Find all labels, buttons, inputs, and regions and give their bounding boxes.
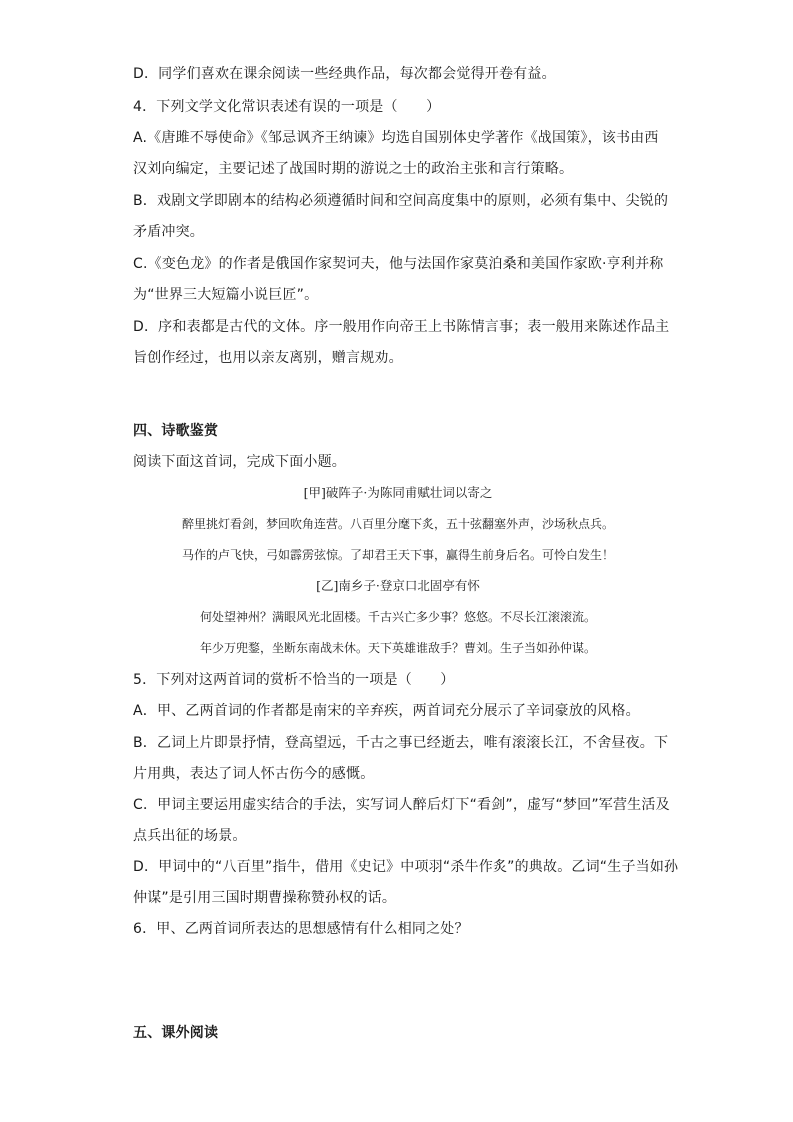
q5-option-b-line1: B．乙词上片即景抒情，登高望远，千古之事已经逝去，唯有滚滚长江，不舍昼夜。下 xyxy=(133,735,669,751)
q4-stem: 4．下列文学文化常识表述有误的一项是（ ） xyxy=(133,99,441,115)
poem-a-line1: 醉里挑灯看剑，梦回吹角连营。八百里分麾下炙，五十弦翻塞外声，沙场秋点兵。 xyxy=(181,517,614,531)
q4-option-b-line1: B．戏剧文学即剧本的结构必须遵循时间和空间高度集中的原则，必须有集中、尖锐的 xyxy=(133,193,669,209)
section4-intro: 阅读下面这首词，完成下面小题。 xyxy=(133,454,346,470)
section5-heading: 五、课外阅读 xyxy=(133,1025,219,1041)
poem-a-line2: 马作的卢飞快，弓如霹雳弦惊。了却君王天下事，赢得生前身后名。可怜白发生！ xyxy=(181,548,614,562)
q4-option-a-line2: 汉刘向编定，主要记述了战国时期的游说之士的政治主张和言行策略。 xyxy=(133,161,574,177)
q4-option-a-line1: A.《唐雎不辱使命》《邹忌讽齐王纳谏》均选自国别体史学著作《战国策》，该书由西 xyxy=(133,130,659,146)
q5-option-c-line1: C．甲词主要运用虚实结合的手法，实写词人醉后灯下“看剑”，虚写“梦回”军营生活及 xyxy=(133,797,670,813)
poem-b-line1: 何处望神州？满眼风光北固楼。千古兴亡多少事？悠悠。不尽长江滚滚流。 xyxy=(199,610,596,624)
q6-stem: 6．甲、乙两首词所表达的思想感情有什么相同之处？ xyxy=(133,921,469,937)
q5-option-d-line2: 仲谋”是引用三国时期曹操称赞孙权的话。 xyxy=(133,890,397,906)
q4-option-c-line2: 为“世界三大短篇小说巨匠”。 xyxy=(133,287,319,303)
poem-a-title: [甲]破阵子·为陈同甫赋壮词以寄之 xyxy=(303,485,493,500)
q4-option-b-line2: 矛盾冲突。 xyxy=(133,224,204,240)
q4-option-c-line1: C.《变色龙》的作者是俄国作家契诃夫，他与法国作家莫泊桑和美国作家欧·亨利并称 xyxy=(133,256,664,272)
poem-b-line2: 年少万兜鍪，坐断东南战未休。天下英雄谁敌手？曹刘。生子当如孙仲谋。 xyxy=(199,641,596,655)
q4-option-d-line1: D．序和表都是古代的文体。序一般用作向帝王上书陈情言事；表一般用来陈述作品主 xyxy=(133,319,670,335)
q3-option-d: D．同学们喜欢在课余阅读一些经典作品，每次都会觉得开卷有益。 xyxy=(133,66,556,82)
q5-stem: 5．下列对这两首词的赏析不恰当的一项是（ ） xyxy=(133,672,455,688)
poem-b-title: [乙]南乡子·登京口北固亭有怀 xyxy=(316,578,480,593)
q4-option-d-line2: 旨创作经过，也用以亲友离别，赠言规劝。 xyxy=(133,350,403,366)
q5-option-a: A．甲、乙两首词的作者都是南宋的辛弃疾，两首词充分展示了辛词豪放的风格。 xyxy=(133,703,640,719)
q5-option-b-line2: 片用典，表达了词人怀古伤今的感慨。 xyxy=(133,766,375,782)
q5-option-d-line1: D．甲词中的“八百里”指牛，借用《史记》中项羽“杀牛作炙”的典故。乙词“生子当如孙 xyxy=(133,859,679,875)
q5-option-c-line2: 点兵出征的场景。 xyxy=(133,828,247,844)
section4-heading: 四、诗歌鉴赏 xyxy=(133,423,219,439)
